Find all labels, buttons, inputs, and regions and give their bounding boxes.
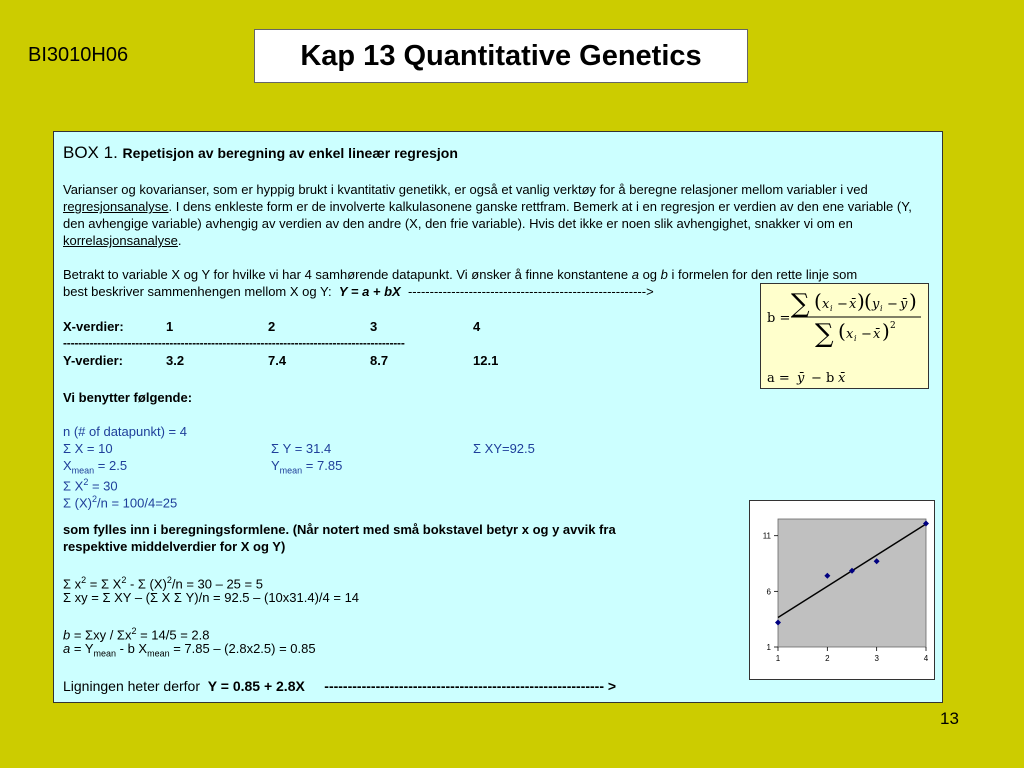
ymean-val: = 7.85 (302, 458, 343, 473)
eq4-c: = 7.85 – (2.8x2.5) = 0.85 (169, 641, 316, 656)
y-values-label: Y-verdier: (63, 353, 123, 368)
uses-heading: Vi benytter følgende: (63, 390, 193, 405)
y-value-3: 8.7 (370, 353, 389, 368)
sumx2-val: = 30 (88, 478, 118, 494)
consider-line-2 (63, 283, 654, 300)
eq1-b: = Σ X (86, 576, 122, 592)
x-tick-label: 2 (825, 654, 830, 663)
x-value-1: 1 (166, 319, 174, 334)
x-value-3: 3 (370, 319, 378, 334)
sumxsq-sup: 2 (91, 494, 97, 504)
x-tick-label: 4 (923, 654, 929, 663)
eq4-b: - b X (116, 641, 148, 656)
page-number: 13 (940, 709, 959, 728)
intro-paragraph (63, 181, 933, 249)
y-value-1: 3.2 (166, 353, 185, 368)
fill-note-line-1: som fylles inn i beregningsformlene. (Når notert med små bokstavel betyr x og y avvik fra (63, 522, 616, 537)
sum-y: Σ Y = 31.4 (271, 441, 332, 456)
regression-formula-box (760, 283, 929, 389)
a-rhs-minus-b: − b (811, 371, 835, 386)
final-equation: Y = 0.85 + 2.8X (207, 678, 305, 694)
y-value-4: 12.1 (473, 353, 499, 368)
line-equation: Y = a + bX (338, 284, 401, 299)
eq1-d: /n = 30 – 25 = 5 (171, 576, 263, 592)
ymean-sub: mean (279, 465, 303, 476)
eq4-sub2: mean (147, 648, 170, 659)
regression-chart (750, 501, 934, 679)
paren-close-1: ) (857, 289, 865, 313)
y-mean (271, 457, 342, 480)
sum-x: Σ X = 10 (63, 441, 113, 456)
xmean-pre: X (63, 458, 72, 473)
regression-chart-box (749, 500, 935, 680)
a-rhs-xbar: x̄ (838, 371, 846, 386)
a-rhs-ybar: ȳ (797, 371, 805, 386)
ymean-pre: Y (271, 458, 280, 473)
x-values-label: X-verdier: (63, 319, 124, 334)
eq3-b: = 14/5 = 2.8 (136, 627, 210, 643)
table-divider: ------------------------------------------------------------------------------------------ (63, 336, 405, 350)
eq4-var: a (63, 641, 71, 656)
minus-2: − (887, 297, 898, 312)
eq1-c: - Σ (X) (126, 576, 167, 592)
box-heading (63, 142, 458, 164)
b-label: b = (767, 311, 791, 326)
consider-text: Betrakt to variable X og Y for hvilke vi har 4 samhørende datapunkt. Vi ønsker å finne konstantene (63, 267, 632, 282)
regression-formula-svg (761, 284, 928, 388)
y-tick-label: 11 (762, 531, 771, 541)
x-value-4: 4 (473, 319, 481, 334)
paren-open-2: ( (864, 289, 872, 313)
sumx2-sup: 2 (83, 477, 89, 487)
a-label: a = (767, 371, 790, 386)
x-tick-label: 3 (874, 654, 879, 663)
eq4-sub1: mean (93, 648, 117, 659)
regresjonsanalyse-link[interactable]: regresjonsanalyse (63, 199, 169, 214)
paren-open-3: ( (838, 319, 846, 343)
eq4-a: = Y (70, 641, 94, 656)
xmean-sub: mean (71, 465, 95, 476)
minus-3: − (861, 327, 872, 342)
eq1-sup3: 2 (166, 575, 172, 585)
xmean-val: = 2.5 (94, 458, 128, 473)
intro-text-3: . (177, 233, 182, 248)
xbar-den: x̄ (873, 327, 881, 342)
box-subheading: Repetisjon av beregning av enkel lineær regresjon (122, 145, 458, 161)
i-sub-1: i (830, 304, 833, 313)
y-tick-label: 1 (766, 643, 771, 652)
sumxsq-pre: Σ (X) (63, 495, 92, 511)
sumx2-pre: Σ X (63, 478, 84, 494)
minus-1: − (837, 297, 848, 312)
y-i-num: y (872, 297, 880, 312)
x-i-den: x (846, 327, 854, 342)
n-line: n (# of datapunkt) = 4 (63, 424, 187, 439)
consider-text-2: i formelen for den rette linje som (667, 267, 858, 282)
paren-open-1: ( (814, 289, 822, 313)
eq1-sup1: 2 (81, 575, 87, 585)
intro-text-1: Varianser og kovarianser, som er hyppig brukt i kvantitativ genetikk, er også et vanlig verktøy for å beregne relasjoner mellom variabler i ved (63, 182, 868, 197)
course-code: BI3010H06 (28, 44, 129, 66)
box-heading-label: BOX 1. (63, 143, 118, 162)
korrelasjonsanalyse-link[interactable]: korrelasjonsanalyse (63, 233, 178, 248)
paren-close-3: ) (882, 319, 890, 343)
page-title: Kap 13 Quantitative Genetics (254, 29, 748, 83)
consider-text-3: best beskriver sammenhengen mellom X og Y: (63, 284, 332, 299)
xbar-num: x̄ (849, 297, 857, 312)
eq3-a: = Σxy / Σx (70, 627, 132, 643)
x-i-num: x (822, 297, 830, 312)
var-a: a (631, 267, 639, 282)
eq3-sup: 2 (131, 626, 137, 636)
calc-a (63, 640, 316, 663)
sum-x-squared-over-n (63, 491, 177, 511)
var-b: b (660, 267, 668, 282)
calc-sum-xy: Σ xy = Σ XY – (Σ X Σ Y)/n = 92.5 – (10x31.4)/4 = 14 (63, 590, 360, 605)
sum-xy: Σ XY=92.5 (473, 441, 535, 456)
y-value-2: 7.4 (268, 353, 287, 368)
eq1-a: Σ x (63, 576, 82, 592)
og-text: og (638, 267, 661, 282)
sumxsq-val: /n = 100/4=25 (97, 495, 178, 511)
sigma-denominator: ∑ (815, 319, 834, 349)
square-sup: 2 (890, 321, 896, 331)
final-equation-line (63, 678, 616, 695)
i-sub-3: i (854, 334, 857, 343)
eq1-sup2: 2 (121, 575, 127, 585)
i-sub-2: i (880, 304, 883, 313)
eq3-var: b (63, 627, 71, 643)
consider-line-1 (63, 266, 857, 283)
ybar-num: ȳ (900, 297, 908, 312)
fill-note-line-2: respektive middelverdier for X og Y) (63, 539, 286, 554)
x-tick-label: 1 (775, 654, 781, 663)
final-label: Ligningen heter derfor (63, 678, 200, 694)
final-arrow: ------------------------------------------------------------ > (324, 678, 617, 694)
x-value-2: 2 (268, 319, 276, 334)
intro-text-2: . I dens enkleste form er de involverte kalkulasonene ganske rettfram. Bemerk at i en regresjon er verdien av den ene variable (Y, den avhengige variable) avhengig av verdien av den andre (X, den frie variable). Hvis det ikke er noen slik avhengighet, snakker vi om en (63, 199, 912, 231)
y-tick-label: 6 (766, 587, 771, 597)
arrow-to-formula: -------------------------------------------------------> (407, 284, 654, 299)
paren-close-2: ) (909, 289, 917, 313)
sigma-numerator: ∑ (791, 289, 810, 319)
